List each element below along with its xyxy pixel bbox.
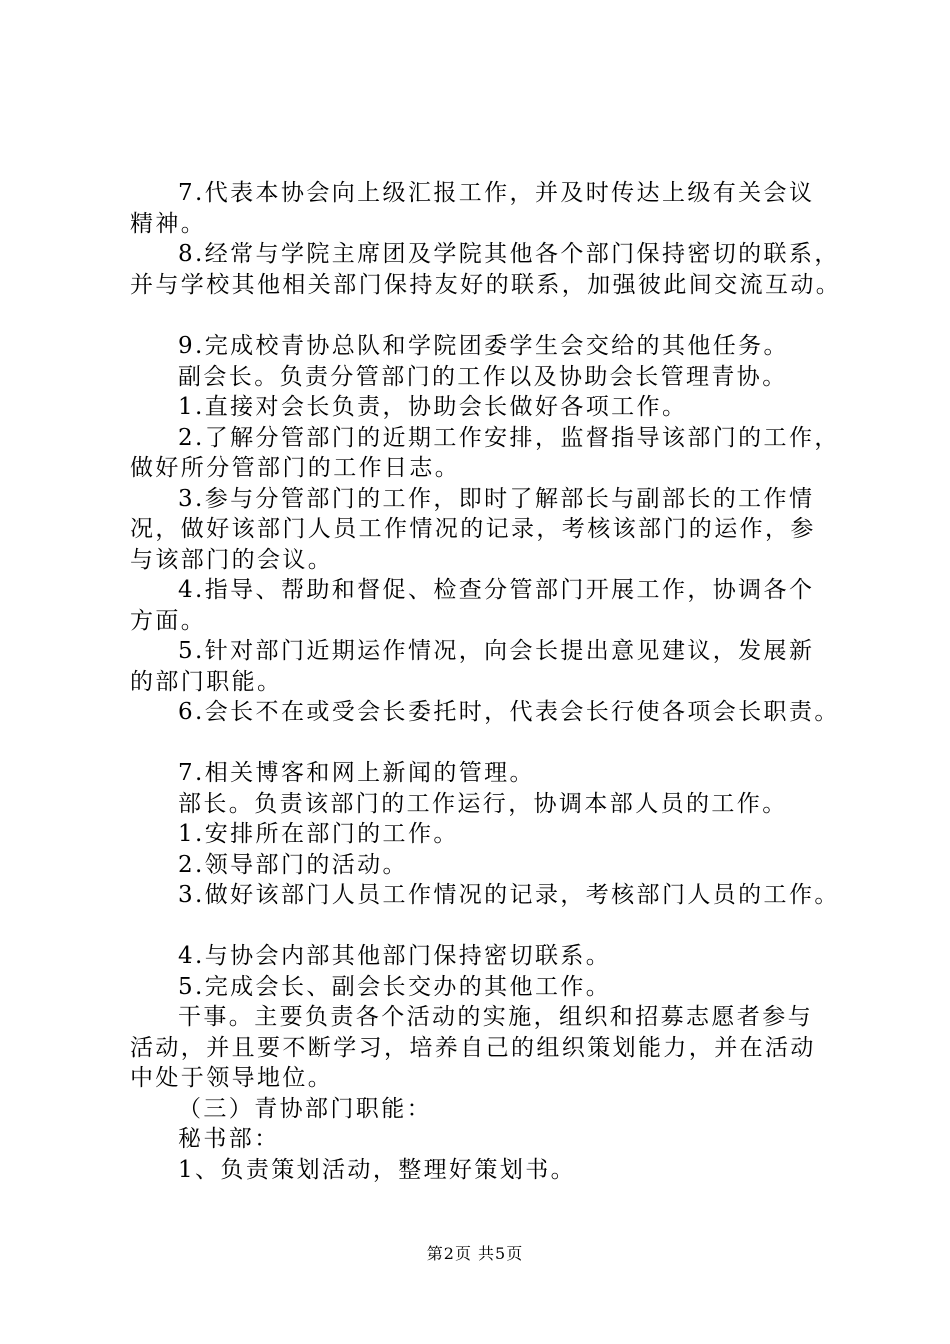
text-line: 1.安排所在部门的工作。 [178, 821, 459, 847]
page-number-footer: 第2页 共5页 [426, 1244, 524, 1263]
text-line: 秘书部： [178, 1126, 280, 1152]
text-line: 部长。负责该部门的工作运行，协调本部人员的工作。 [178, 791, 788, 817]
text-line: 2.了解分管部门的近期工作安排，监督指导该部门的工作， [178, 425, 840, 451]
text-line: 与该部门的会议。 [130, 547, 334, 573]
text-line: 7.相关博客和网上新闻的管理。 [178, 760, 535, 786]
text-line: 中处于领导地位。 [130, 1065, 334, 1091]
text-line: 4.与协会内部其他部门保持密切联系。 [178, 943, 612, 969]
text-line: 2.领导部门的活动。 [178, 852, 408, 878]
text-line: 并与学校其他相关部门保持友好的联系，加强彼此间交流互动。 [130, 272, 842, 298]
text-line: 精神。 [130, 211, 207, 237]
text-line: 7.代表本协会向上级汇报工作，并及时传达上级有关会议 [178, 180, 815, 206]
text-line: 方面。 [130, 608, 207, 634]
text-line: 3.参与分管部门的工作，即时了解部长与副部长的工作情 [178, 486, 815, 512]
text-line: 4.指导、帮助和督促、检查分管部门开展工作，协调各个 [178, 577, 815, 603]
text-line: 6.会长不在或受会长委托时，代表会长行使各项会长职责。 [178, 699, 840, 725]
text-line: 5.完成会长、副会长交办的其他工作。 [178, 974, 612, 1000]
text-line: 9.完成校青协总队和学院团委学生会交给的其他任务。 [178, 333, 789, 359]
text-line: 干事。主要负责各个活动的实施，组织和招募志愿者参与 [178, 1004, 813, 1030]
text-line: 1.直接对会长负责，协助会长做好各项工作。 [178, 394, 688, 420]
section-heading: （三）青协部门职能： [178, 1096, 432, 1122]
text-line: 副会长。负责分管部门的工作以及协助会长管理青协。 [178, 364, 788, 390]
text-line: 8.经常与学院主席团及学院其他各个部门保持密切的联系， [178, 241, 840, 267]
text-line: 3.做好该部门人员工作情况的记录，考核部门人员的工作。 [178, 882, 840, 908]
text-line: 1、负责策划活动，整理好策划书。 [178, 1157, 577, 1183]
text-line: 活动，并且要不断学习，培养自己的组织策划能力，并在活动 [130, 1035, 816, 1061]
text-line: 况，做好该部门人员工作情况的记录，考核该部门的运作，参 [130, 516, 816, 542]
text-line: 5.针对部门近期运作情况，向会长提出意见建议，发展新 [178, 638, 815, 664]
text-line: 的部门职能。 [130, 669, 283, 695]
text-line: 做好所分管部门的工作日志。 [130, 455, 461, 481]
